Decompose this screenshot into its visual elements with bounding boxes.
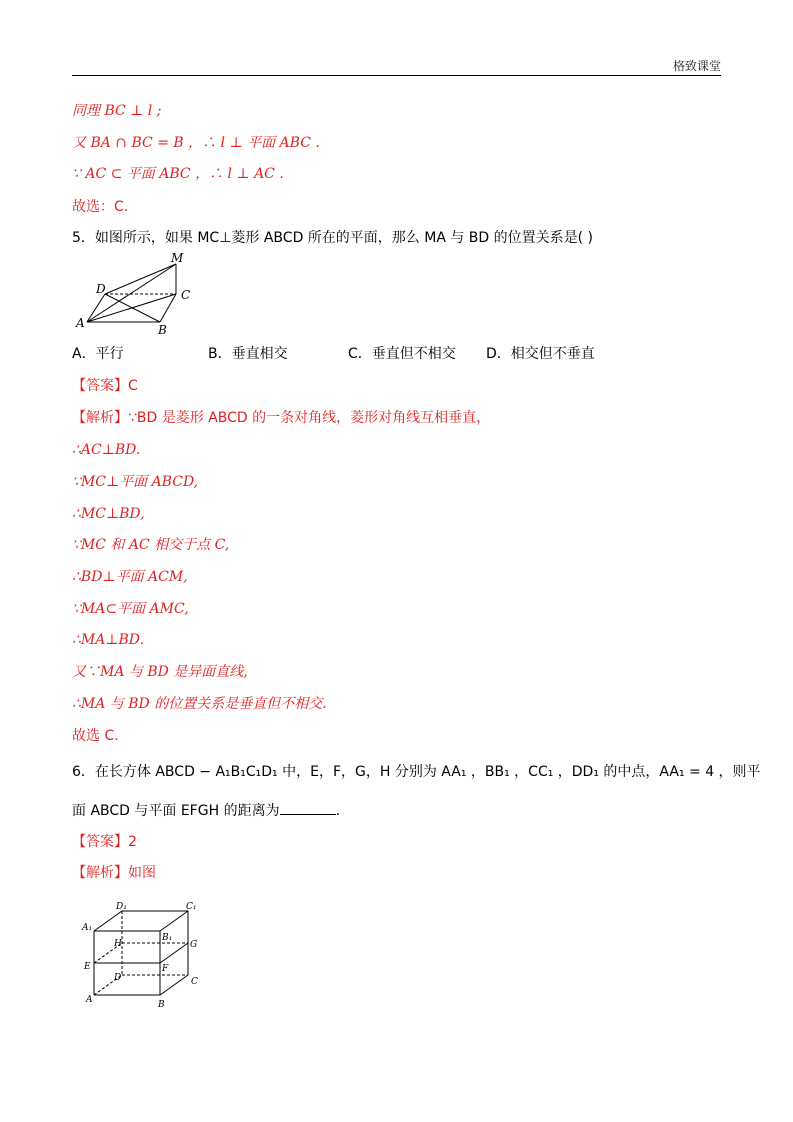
q5-analysis-line: ∴MA 与 BD 的位置关系是垂直但不相交. xyxy=(72,696,327,712)
q5-analysis-line: ∴BD⊥平面 ACM, xyxy=(72,569,188,585)
answer-blank xyxy=(280,800,336,815)
label-B: B xyxy=(158,1000,165,1010)
q6-answer: 【答案】2 xyxy=(72,834,137,850)
edge-AD xyxy=(87,294,105,322)
prev-solution-line-3: ∵ AC ⊂ 平面 ABC ，∴ l ⊥ AC . xyxy=(72,166,284,182)
q5-analysis-line: ∴AC⊥BD. xyxy=(72,442,141,458)
q5-figure xyxy=(70,250,210,340)
edge-MD xyxy=(105,264,176,294)
edge-FG xyxy=(160,943,188,963)
q5-analysis-line: 故选 C. xyxy=(72,728,119,744)
label-C1: C₁ xyxy=(186,902,197,912)
label-D1: D₁ xyxy=(116,902,127,912)
q6-stem-line-1: 6．在长方体 ABCD − A₁B₁C₁D₁ 中，E，F，G，H 分别为 AA₁ ，BB₁ ，CC₁ ，DD₁ 的中点，AA₁ = 4 ，则平 xyxy=(72,764,761,780)
q5-answer: 【答案】C xyxy=(72,378,138,394)
q5-stem: 5．如图所示，如果 MC⊥菱形 ABCD 所在的平面，那么 MA 与 BD 的位置关系是( ) xyxy=(72,230,594,246)
q5-analysis-line: 【解析】∵BD 是菱形 ABCD 的一条对角线，菱形对角线互相垂直， xyxy=(72,410,491,426)
prev-solution-line-1: 同理 BC ⊥ l ; xyxy=(72,103,162,119)
label-H: H xyxy=(114,939,122,949)
q6-figure xyxy=(80,900,210,1012)
label-A1: A₁ xyxy=(82,923,93,933)
q5-option-b: B．垂直相交 xyxy=(208,346,288,362)
label-C: C xyxy=(191,977,198,987)
q5-analysis-line: 又∵MA 与 BD 是异面直线, xyxy=(72,664,248,680)
q5-analysis-line: ∵MC 和 AC 相交于点 C, xyxy=(72,537,230,553)
label-F: F xyxy=(162,964,169,974)
label-M: M xyxy=(171,251,184,265)
label-C: C xyxy=(181,288,191,302)
edge-A1D1 xyxy=(94,911,122,931)
q5-analysis-line: ∴MA⊥BD. xyxy=(72,632,144,648)
header-rule xyxy=(72,75,721,76)
q5-option-d: D．相交但不垂直 xyxy=(486,346,595,362)
q6-stem-period: . xyxy=(335,803,341,819)
edge-BC xyxy=(160,975,188,995)
label-E: E xyxy=(84,962,91,972)
label-D: D xyxy=(96,282,106,296)
header-brand: 格致课堂 xyxy=(672,59,721,73)
q6-stem-line-2 xyxy=(72,800,721,821)
label-G: G xyxy=(190,940,198,950)
q6-stem-text: 面 ABCD 与平面 EFGH 的距离为 xyxy=(72,803,280,819)
q5-analysis-line: ∵MC⊥平面 ABCD, xyxy=(72,474,199,490)
edge-DB xyxy=(105,294,160,322)
q5-analysis-line: ∵MA⊂平面 AMC, xyxy=(72,601,189,617)
label-B1: B₁ xyxy=(162,933,173,943)
label-B: B xyxy=(158,323,167,337)
prev-solution-line-4: 故选：C. xyxy=(72,199,129,215)
q5-option-c: C．垂直但不相交 xyxy=(348,346,456,362)
label-A: A xyxy=(86,995,93,1005)
edge-B1C1 xyxy=(160,911,188,931)
label-A: A xyxy=(76,316,85,330)
q5-analysis-line: ∴MC⊥BD, xyxy=(72,506,145,522)
q5-option-a: A．平行 xyxy=(72,346,124,362)
prev-solution-line-2: 又 BA ∩ BC = B ，∴ l ⊥ 平面 ABC . xyxy=(72,135,320,151)
q6-analysis: 【解析】如图 xyxy=(72,865,156,881)
label-D: D xyxy=(114,973,122,983)
